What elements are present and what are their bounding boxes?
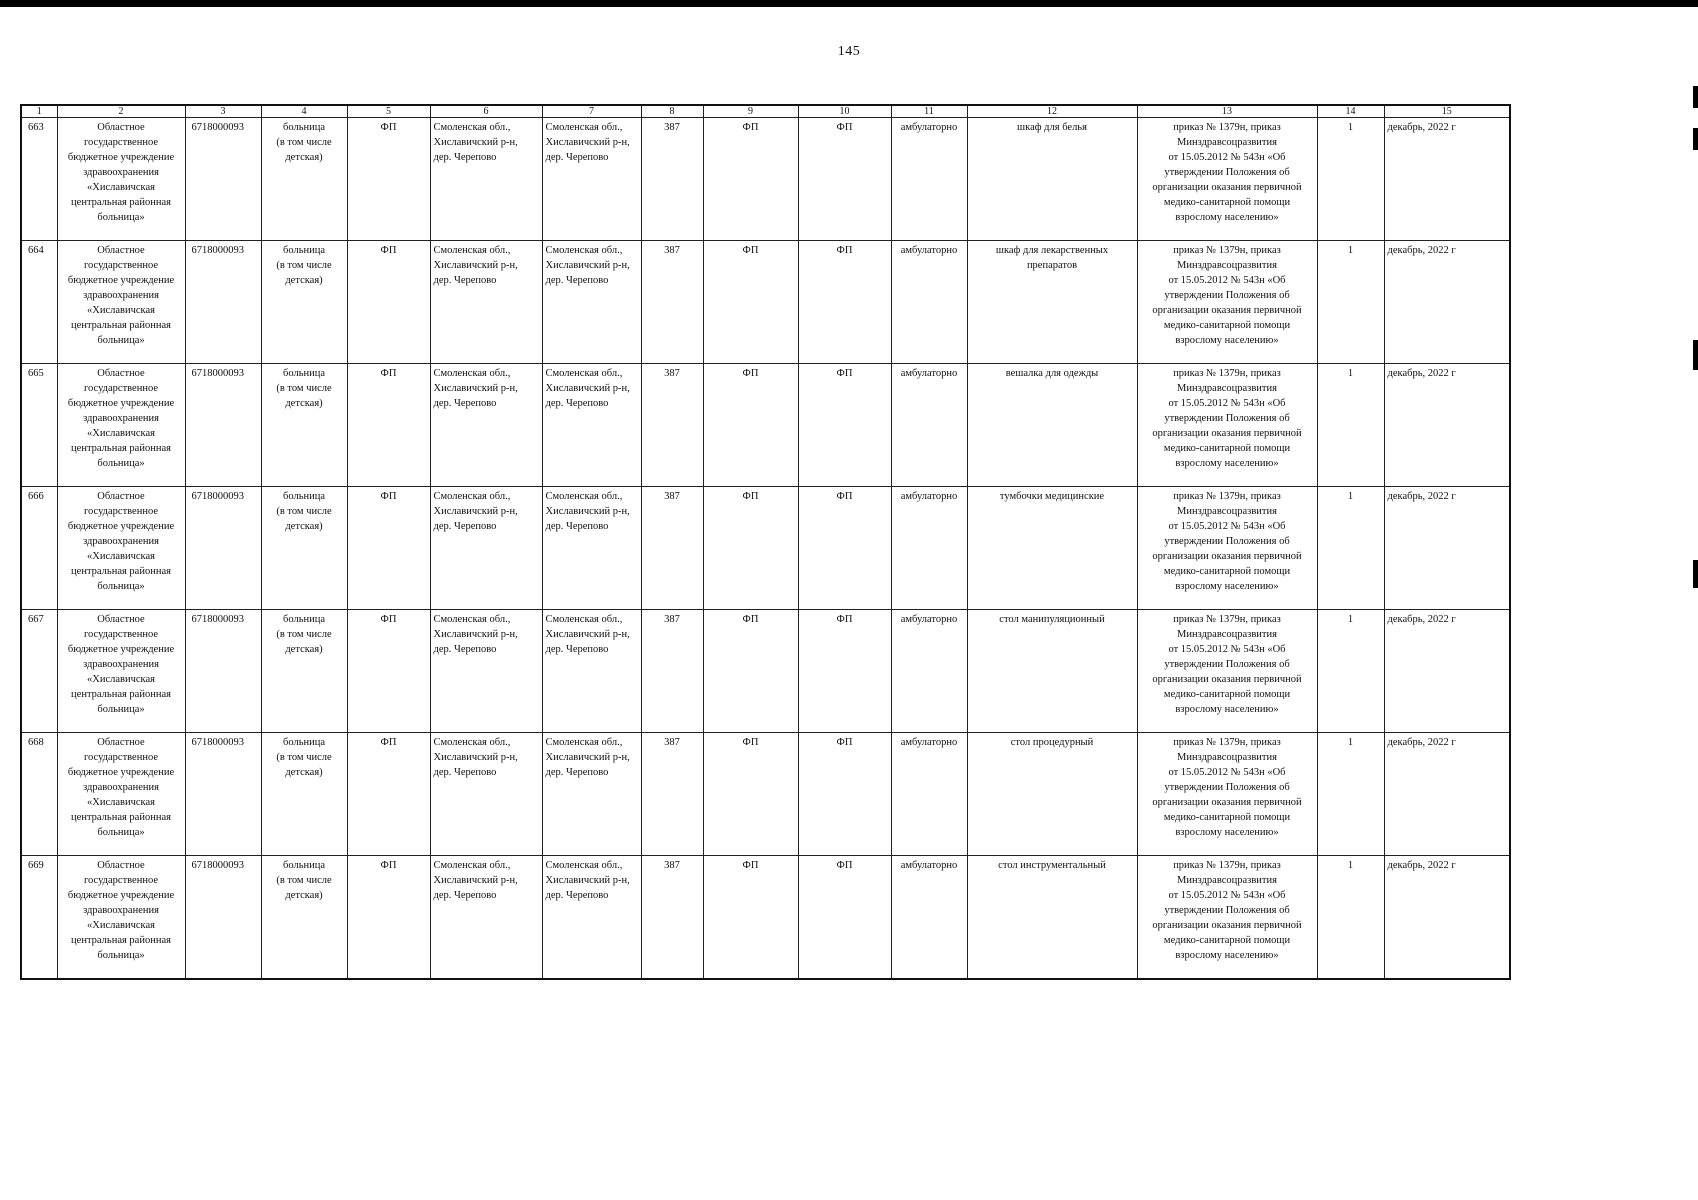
regulation-reference: приказ № 1379н, приказ Минздравсоцразвития от 15.05.2012 № 543н «Об утверждении Положения об организации оказания первичной медико-санитарной помощи взрослому населению» xyxy=(1137,118,1317,241)
unit-type: ФП xyxy=(347,118,430,241)
care-mode: амбулаторно xyxy=(891,364,967,487)
column-9-value: ФП xyxy=(703,364,798,487)
column-9-value: ФП xyxy=(703,610,798,733)
address-actual: Смоленская обл., Хиславичский р-н, дер. Черепово xyxy=(542,364,641,487)
column-number-11: 11 xyxy=(891,105,967,118)
regulation-reference: приказ № 1379н, приказ Минздравсоцразвития от 15.05.2012 № 543н «Об утверждении Положения об организации оказания первичной медико-санитарной помощи взрослому населению» xyxy=(1137,241,1317,364)
column-10-value: ФП xyxy=(798,487,891,610)
column-number-14: 14 xyxy=(1317,105,1384,118)
address-actual: Смоленская обл., Хиславичский р-н, дер. Черепово xyxy=(542,487,641,610)
inn-code: 6718000093 xyxy=(185,733,261,856)
table-row xyxy=(21,610,1510,733)
scan-mark xyxy=(1693,86,1698,108)
column-number-5: 5 xyxy=(347,105,430,118)
column-number-1: 1 xyxy=(21,105,57,118)
column-number-4: 4 xyxy=(261,105,347,118)
equipment-table xyxy=(20,104,1511,980)
care-mode: амбулаторно xyxy=(891,487,967,610)
regulation-reference: приказ № 1379н, приказ Минздравсоцразвития от 15.05.2012 № 543н «Об утверждении Положения об организации оказания первичной медико-санитарной помощи взрослому населению» xyxy=(1137,856,1317,980)
table-row xyxy=(21,856,1510,980)
equipment-item: вешалка для одежды xyxy=(967,364,1137,487)
column-number-3: 3 xyxy=(185,105,261,118)
column-10-value: ФП xyxy=(798,118,891,241)
care-mode: амбулаторно xyxy=(891,856,967,980)
column-number-2: 2 xyxy=(57,105,185,118)
address-legal: Смоленская обл., Хиславичский р-н, дер. Черепово xyxy=(430,610,542,733)
table-row xyxy=(21,733,1510,856)
equipment-item: стол инструментальный xyxy=(967,856,1137,980)
scan-mark xyxy=(1693,340,1698,370)
equipment-table-sheet xyxy=(20,104,1511,980)
delivery-date: декабрь, 2022 г xyxy=(1384,610,1510,733)
scan-right-edge-marks xyxy=(1688,0,1698,1200)
care-mode: амбулаторно xyxy=(891,610,967,733)
organization-name: Областное государственное бюджетное учреждение здравоохранения «Хиславичская центральная районная больница» xyxy=(57,856,185,980)
column-9-value: ФП xyxy=(703,733,798,856)
organization-name: Областное государственное бюджетное учреждение здравоохранения «Хиславичская центральная районная больница» xyxy=(57,118,185,241)
column-number-7: 7 xyxy=(542,105,641,118)
regulation-reference: приказ № 1379н, приказ Минздравсоцразвития от 15.05.2012 № 543н «Об утверждении Положения об организации оказания первичной медико-санитарной помощи взрослому населению» xyxy=(1137,733,1317,856)
delivery-date: декабрь, 2022 г xyxy=(1384,364,1510,487)
quantity: 1 xyxy=(1317,241,1384,364)
quantity: 1 xyxy=(1317,364,1384,487)
page-number: 145 xyxy=(837,44,861,59)
scan-mark xyxy=(1693,128,1698,150)
row-number: 667 xyxy=(21,610,57,733)
delivery-date: декабрь, 2022 г xyxy=(1384,118,1510,241)
address-actual: Смоленская обл., Хиславичский р-н, дер. Черепово xyxy=(542,118,641,241)
quantity: 1 xyxy=(1317,487,1384,610)
column-8-value: 387 xyxy=(641,241,703,364)
inn-code: 6718000093 xyxy=(185,856,261,980)
column-10-value: ФП xyxy=(798,610,891,733)
facility-kind: больница (в том числе детская) xyxy=(261,118,347,241)
column-9-value: ФП xyxy=(703,118,798,241)
care-mode: амбулаторно xyxy=(891,241,967,364)
column-9-value: ФП xyxy=(703,487,798,610)
column-number-15: 15 xyxy=(1384,105,1510,118)
organization-name: Областное государственное бюджетное учреждение здравоохранения «Хиславичская центральная районная больница» xyxy=(57,733,185,856)
unit-type: ФП xyxy=(347,364,430,487)
column-number-row xyxy=(21,105,1510,118)
care-mode: амбулаторно xyxy=(891,118,967,241)
column-9-value: ФП xyxy=(703,856,798,980)
row-number: 666 xyxy=(21,487,57,610)
facility-kind: больница (в том числе детская) xyxy=(261,364,347,487)
column-9-value: ФП xyxy=(703,241,798,364)
column-8-value: 387 xyxy=(641,364,703,487)
column-number-12: 12 xyxy=(967,105,1137,118)
table-row xyxy=(21,241,1510,364)
organization-name: Областное государственное бюджетное учреждение здравоохранения «Хиславичская центральная районная больница» xyxy=(57,364,185,487)
table-row xyxy=(21,118,1510,241)
quantity: 1 xyxy=(1317,856,1384,980)
table-body xyxy=(21,105,1510,979)
inn-code: 6718000093 xyxy=(185,118,261,241)
column-10-value: ФП xyxy=(798,733,891,856)
address-actual: Смоленская обл., Хиславичский р-н, дер. Черепово xyxy=(542,241,641,364)
address-actual: Смоленская обл., Хиславичский р-н, дер. Черепово xyxy=(542,733,641,856)
column-10-value: ФП xyxy=(798,241,891,364)
delivery-date: декабрь, 2022 г xyxy=(1384,733,1510,856)
column-10-value: ФП xyxy=(798,856,891,980)
regulation-reference: приказ № 1379н, приказ Минздравсоцразвития от 15.05.2012 № 543н «Об утверждении Положения об организации оказания первичной медико-санитарной помощи взрослому населению» xyxy=(1137,364,1317,487)
quantity: 1 xyxy=(1317,610,1384,733)
facility-kind: больница (в том числе детская) xyxy=(261,856,347,980)
column-8-value: 387 xyxy=(641,118,703,241)
facility-kind: больница (в том числе детская) xyxy=(261,733,347,856)
organization-name: Областное государственное бюджетное учреждение здравоохранения «Хиславичская центральная районная больница» xyxy=(57,487,185,610)
row-number: 665 xyxy=(21,364,57,487)
table-row xyxy=(21,364,1510,487)
unit-type: ФП xyxy=(347,241,430,364)
scan-mark xyxy=(1693,560,1698,588)
row-number: 664 xyxy=(21,241,57,364)
inn-code: 6718000093 xyxy=(185,487,261,610)
address-actual: Смоленская обл., Хиславичский р-н, дер. Черепово xyxy=(542,856,641,980)
row-number: 669 xyxy=(21,856,57,980)
unit-type: ФП xyxy=(347,610,430,733)
column-number-8: 8 xyxy=(641,105,703,118)
equipment-item: стол процедурный xyxy=(967,733,1137,856)
column-number-13: 13 xyxy=(1137,105,1317,118)
delivery-date: декабрь, 2022 г xyxy=(1384,487,1510,610)
column-8-value: 387 xyxy=(641,856,703,980)
column-number-10: 10 xyxy=(798,105,891,118)
inn-code: 6718000093 xyxy=(185,364,261,487)
equipment-item: шкаф для белья xyxy=(967,118,1137,241)
delivery-date: декабрь, 2022 г xyxy=(1384,856,1510,980)
column-number-6: 6 xyxy=(430,105,542,118)
column-8-value: 387 xyxy=(641,487,703,610)
facility-kind: больница (в том числе детская) xyxy=(261,610,347,733)
equipment-item: стол манипуляционный xyxy=(967,610,1137,733)
address-legal: Смоленская обл., Хиславичский р-н, дер. Черепово xyxy=(430,364,542,487)
column-number-9: 9 xyxy=(703,105,798,118)
inn-code: 6718000093 xyxy=(185,610,261,733)
address-legal: Смоленская обл., Хиславичский р-н, дер. Черепово xyxy=(430,856,542,980)
column-8-value: 387 xyxy=(641,610,703,733)
address-legal: Смоленская обл., Хиславичский р-н, дер. Черепово xyxy=(430,487,542,610)
table-row xyxy=(21,487,1510,610)
facility-kind: больница (в том числе детская) xyxy=(261,487,347,610)
regulation-reference: приказ № 1379н, приказ Минздравсоцразвития от 15.05.2012 № 543н «Об утверждении Положения об организации оказания первичной медико-санитарной помощи взрослому населению» xyxy=(1137,487,1317,610)
column-8-value: 387 xyxy=(641,733,703,856)
delivery-date: декабрь, 2022 г xyxy=(1384,241,1510,364)
equipment-item: шкаф для лекарственных препаратов xyxy=(967,241,1137,364)
regulation-reference: приказ № 1379н, приказ Минздравсоцразвития от 15.05.2012 № 543н «Об утверждении Положения об организации оказания первичной медико-санитарной помощи взрослому населению» xyxy=(1137,610,1317,733)
address-legal: Смоленская обл., Хиславичский р-н, дер. Черепово xyxy=(430,118,542,241)
unit-type: ФП xyxy=(347,733,430,856)
address-legal: Смоленская обл., Хиславичский р-н, дер. Черепово xyxy=(430,241,542,364)
organization-name: Областное государственное бюджетное учреждение здравоохранения «Хиславичская центральная районная больница» xyxy=(57,610,185,733)
address-actual: Смоленская обл., Хиславичский р-н, дер. Черепово xyxy=(542,610,641,733)
care-mode: амбулаторно xyxy=(891,733,967,856)
quantity: 1 xyxy=(1317,118,1384,241)
address-legal: Смоленская обл., Хиславичский р-н, дер. Черепово xyxy=(430,733,542,856)
row-number: 663 xyxy=(21,118,57,241)
quantity: 1 xyxy=(1317,733,1384,856)
column-10-value: ФП xyxy=(798,364,891,487)
unit-type: ФП xyxy=(347,487,430,610)
equipment-item: тумбочки медицинские xyxy=(967,487,1137,610)
inn-code: 6718000093 xyxy=(185,241,261,364)
organization-name: Областное государственное бюджетное учреждение здравоохранения «Хиславичская центральная районная больница» xyxy=(57,241,185,364)
row-number: 668 xyxy=(21,733,57,856)
facility-kind: больница (в том числе детская) xyxy=(261,241,347,364)
scan-top-edge xyxy=(0,0,1698,7)
unit-type: ФП xyxy=(347,856,430,980)
